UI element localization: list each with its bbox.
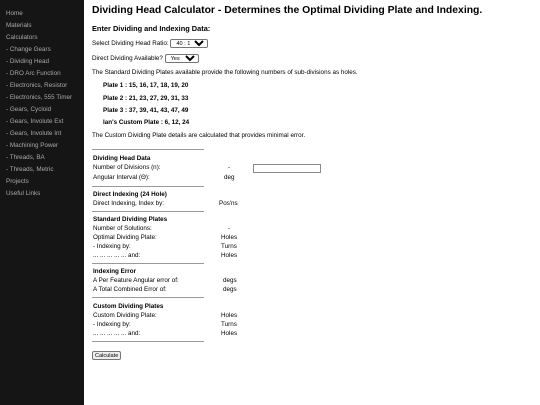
nav-dro-arc-function[interactable]: - DRO Arc Function: [6, 70, 61, 77]
direct-available-label: Direct Dividing Available?: [92, 55, 163, 63]
divider: [92, 341, 204, 342]
indexing-by-label: - Indexing by:: [93, 243, 131, 250]
nav-projects[interactable]: Projects: [6, 178, 29, 185]
nav-electronics-resistor[interactable]: - Electronics, Resistor: [6, 82, 68, 89]
optimal-plate-label: Optimal Dividing Plate:: [93, 234, 157, 241]
nav-threads-metric[interactable]: - Threads, Metric: [6, 166, 54, 173]
head-data-title: Dividing Head Data: [93, 155, 151, 162]
direct-row: [92, 54, 199, 63]
standard-plates-info: The Standard Dividing Plates available provide the following numbers of sub-divisions as holes.: [92, 69, 358, 76]
custom-plate-label: Custom Dividing Plate:: [93, 312, 157, 319]
custom-plate: Ian's Custom Plate : 6, 12, 24: [103, 119, 190, 126]
divider: [92, 211, 204, 212]
indexing-by-unit: Turns: [221, 243, 237, 250]
custom-and-label: ... ... ... ... ... and:: [93, 330, 141, 337]
solutions-label: Number of Solutions:: [93, 225, 152, 232]
calculate-button[interactable]: Calculate: [92, 351, 121, 360]
divisions-input[interactable]: [253, 164, 321, 173]
custom-indexing-unit: Turns: [221, 321, 237, 328]
divider: [92, 263, 204, 264]
per-feature-error-unit: degs: [223, 277, 237, 284]
custom-and-unit: Holes: [221, 330, 238, 337]
calculate-row: [92, 351, 121, 360]
page-title: Dividing Head Calculator - Determines the Optimal Dividing Plate and Indexing.: [92, 5, 483, 16]
optimal-plate-unit: Holes: [221, 234, 238, 241]
direct-index-unit: Pos'ns: [219, 200, 238, 207]
direct-index-label: Direct Indexing, Index by:: [93, 200, 165, 207]
custom-plate-unit: Holes: [221, 312, 238, 319]
plate-1: Plate 1 : 15, 16, 17, 18, 19, 20: [103, 82, 189, 89]
nav-materials[interactable]: Materials: [6, 22, 32, 29]
ratio-label: Select Dividing Head Ratio:: [92, 40, 169, 48]
ratio-row: [92, 39, 208, 48]
ratio-select[interactable]: [170, 39, 208, 48]
nav-gears-involute-ext[interactable]: - Gears, Involute Ext: [6, 118, 64, 125]
plate-3: Plate 3 : 37, 39, 41, 43, 47, 49: [103, 107, 189, 114]
divider: [92, 297, 204, 298]
angle-label: Angular Interval (Θ):: [93, 174, 150, 181]
nav-machining-power[interactable]: - Machining Power: [6, 142, 59, 149]
custom-plate-info: The Custom Dividing Plate details are calculated that provides minimal error.: [92, 132, 306, 139]
divisions-unit: -: [228, 164, 231, 171]
nav-useful-links[interactable]: Useful Links: [6, 190, 41, 197]
total-error-unit: degs: [223, 286, 237, 293]
per-feature-error-label: A Per Feature Angular error of:: [93, 277, 179, 284]
nav-electronics-555-timer[interactable]: - Electronics, 555 Timer: [6, 94, 73, 101]
divider: [92, 186, 204, 187]
direct-available-select[interactable]: [165, 54, 199, 63]
divider: [92, 149, 204, 150]
nav-calculators[interactable]: Calculators: [6, 34, 38, 41]
and-holes-label: ... ... ... ... ... and:: [93, 252, 141, 259]
nav-gears-involute-int[interactable]: - Gears, Involute Int: [6, 130, 62, 137]
sidebar-nav: [0, 0, 84, 405]
enter-data-heading: Enter Dividing and Indexing Data:: [92, 24, 211, 33]
angle-unit: deg: [224, 174, 235, 181]
direct-indexing-title: Direct Indexing (24 Hole): [93, 191, 167, 198]
standard-plates-title: Standard Dividing Plates: [93, 216, 168, 223]
main-content: [92, 0, 532, 405]
nav-dividing-head[interactable]: - Dividing Head: [6, 58, 50, 65]
custom-indexing-label: - Indexing by:: [93, 321, 131, 328]
nav-home[interactable]: Home: [6, 10, 23, 17]
nav-change-gears[interactable]: - Change Gears: [6, 46, 51, 53]
solutions-unit: -: [228, 225, 231, 232]
indexing-error-title: Indexing Error: [93, 268, 137, 275]
nav-gears-cycloid[interactable]: - Gears, Cycloid: [6, 106, 52, 113]
total-error-label: A Total Combined Error of:: [93, 286, 167, 293]
divisions-label: Number of Divisions (n):: [93, 164, 161, 171]
nav-threads-ba[interactable]: - Threads, BA: [6, 154, 45, 161]
plate-2: Plate 2 : 21, 23, 27, 29, 31, 33: [103, 95, 189, 102]
and-holes-unit: Holes: [221, 252, 238, 259]
custom-plates-title: Custom Dividing Plates: [93, 303, 164, 310]
